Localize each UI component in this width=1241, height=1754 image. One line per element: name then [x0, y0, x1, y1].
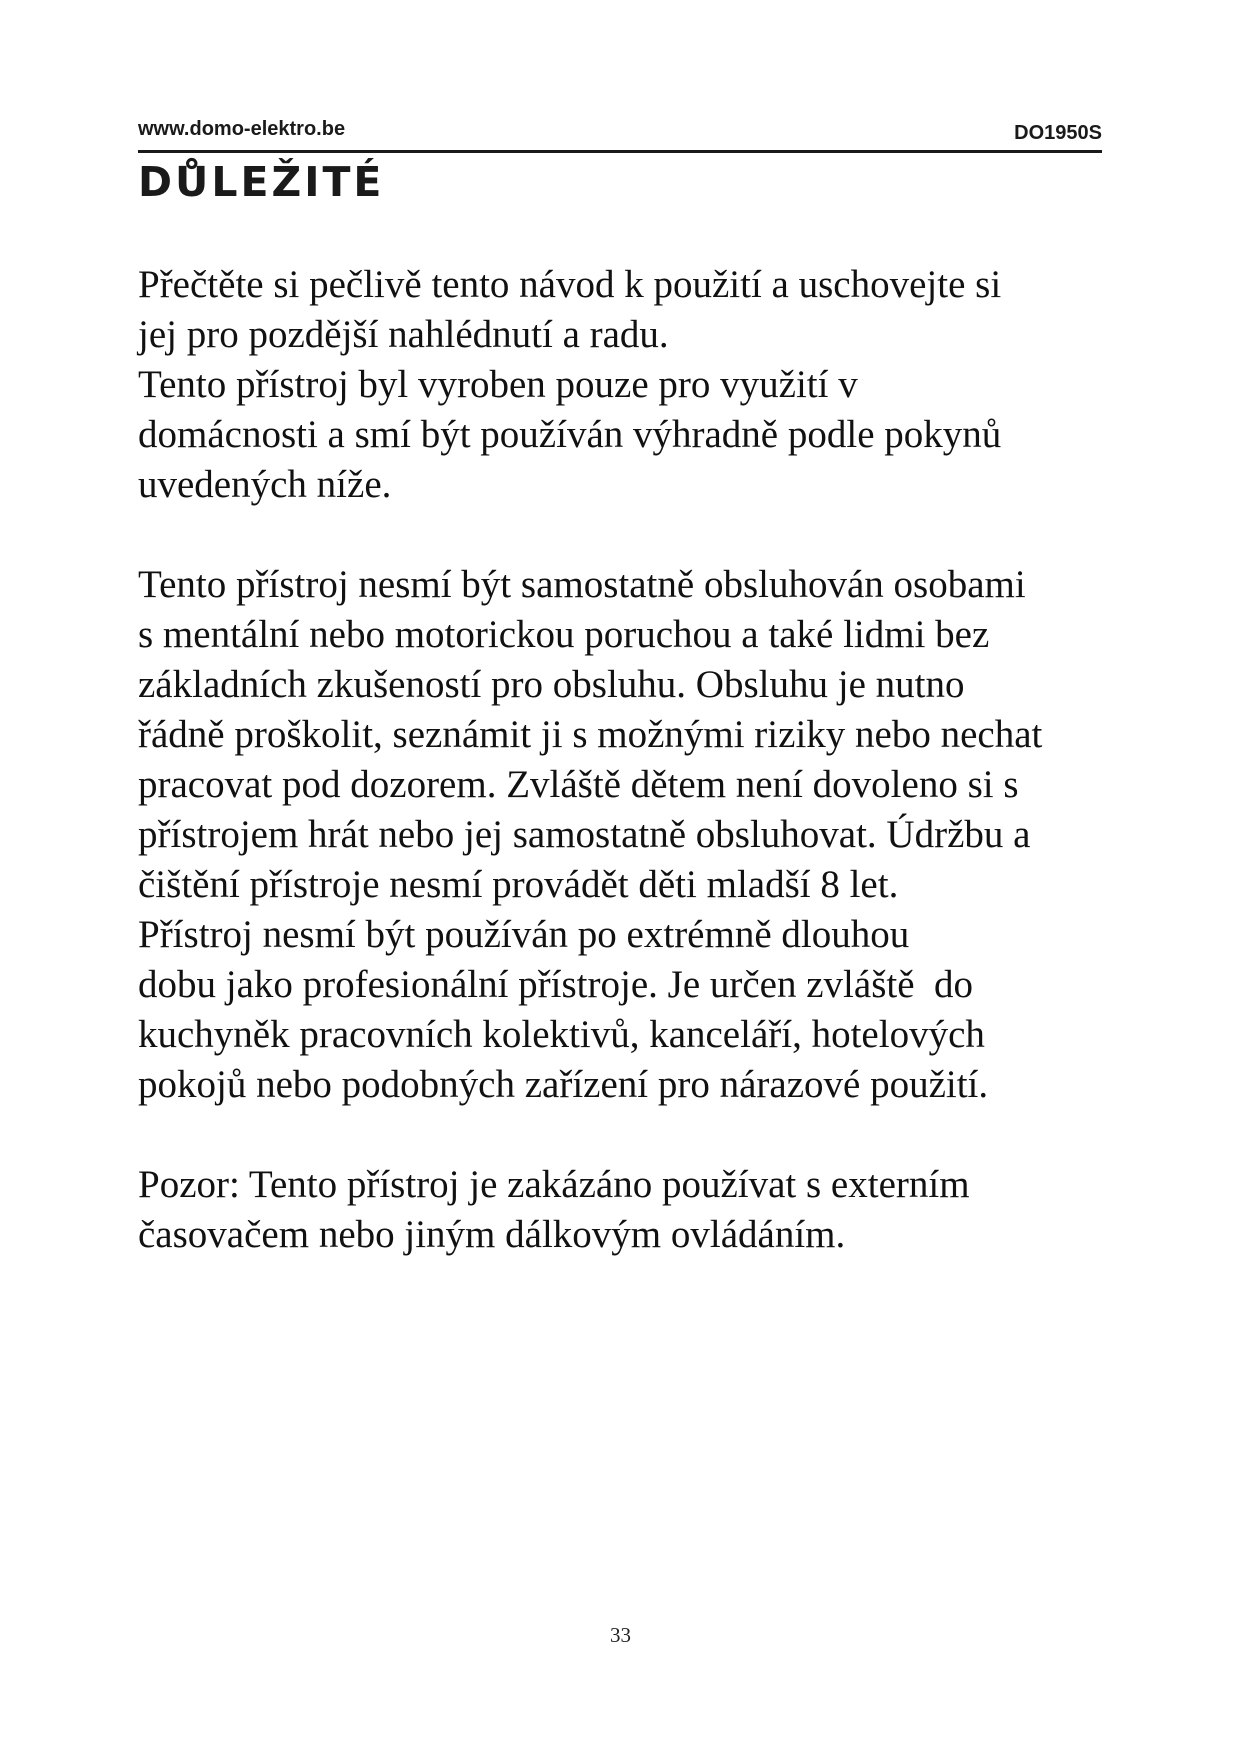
text-line: časovačem nebo jiným dálkovým ovládáním.	[138, 1213, 846, 1256]
text-line: řádně proškolit, seznámit ji s možnými riziky nebo nechat	[138, 713, 1043, 756]
text-line: pracovat pod dozorem. Zvláště dětem není dovoleno si s	[138, 763, 1019, 806]
paragraph-spacer	[138, 1110, 1128, 1160]
text-line: čištění přístroje nesmí provádět děti mladší 8 let.	[138, 863, 899, 906]
text-line: s mentální nebo motorickou poruchou a také lidmi bez	[138, 613, 990, 656]
text-line: pokojů nebo podobných zařízení pro nárazové použití.	[138, 1063, 989, 1106]
page-number: 33	[610, 1623, 631, 1647]
text-line: Tento přístroj nesmí být samostatně obsluhován osobami	[138, 563, 1026, 606]
text-line: Tento přístroj byl vyroben pouze pro využití v	[138, 363, 858, 406]
page-title: DŮLEŽITÉ	[138, 158, 385, 206]
text-line: základních zkušeností pro obsluhu. Obsluhu je nutno	[138, 663, 965, 706]
text-line: jej pro pozdější nahlédnutí a radu.	[138, 313, 669, 356]
text-line: uvedených níže.	[138, 463, 392, 506]
paragraph-intro	[138, 260, 1128, 510]
website-url: www.domo-elektro.be	[138, 118, 346, 140]
paragraph-warning	[138, 1160, 1128, 1260]
paragraph-safety	[138, 560, 1128, 1110]
text-line: dobu jako profesionální přístroje. Je určen zvláště do	[138, 963, 974, 1006]
text-line: kuchyněk pracovních kolektivů, kanceláří, hotelových	[138, 1013, 985, 1056]
page-header	[138, 118, 1102, 153]
text-line: Přístroj nesmí být používán po extrémně dlouhou	[138, 913, 910, 956]
text-line: Pozor: Tento přístroj je zakázáno používat s externím	[138, 1163, 970, 1206]
text-line: domácnosti a smí být používán výhradně podle pokynů	[138, 413, 1002, 456]
paragraph-spacer	[138, 510, 1128, 560]
text-line: přístrojem hrát nebo jej samostatně obsluhovat. Údržbu a	[138, 813, 1031, 856]
model-number: DO1950S	[1014, 122, 1102, 144]
text-line: Přečtěte si pečlivě tento návod k použití a uschovejte si	[138, 263, 1002, 306]
document-body	[138, 260, 1128, 1260]
